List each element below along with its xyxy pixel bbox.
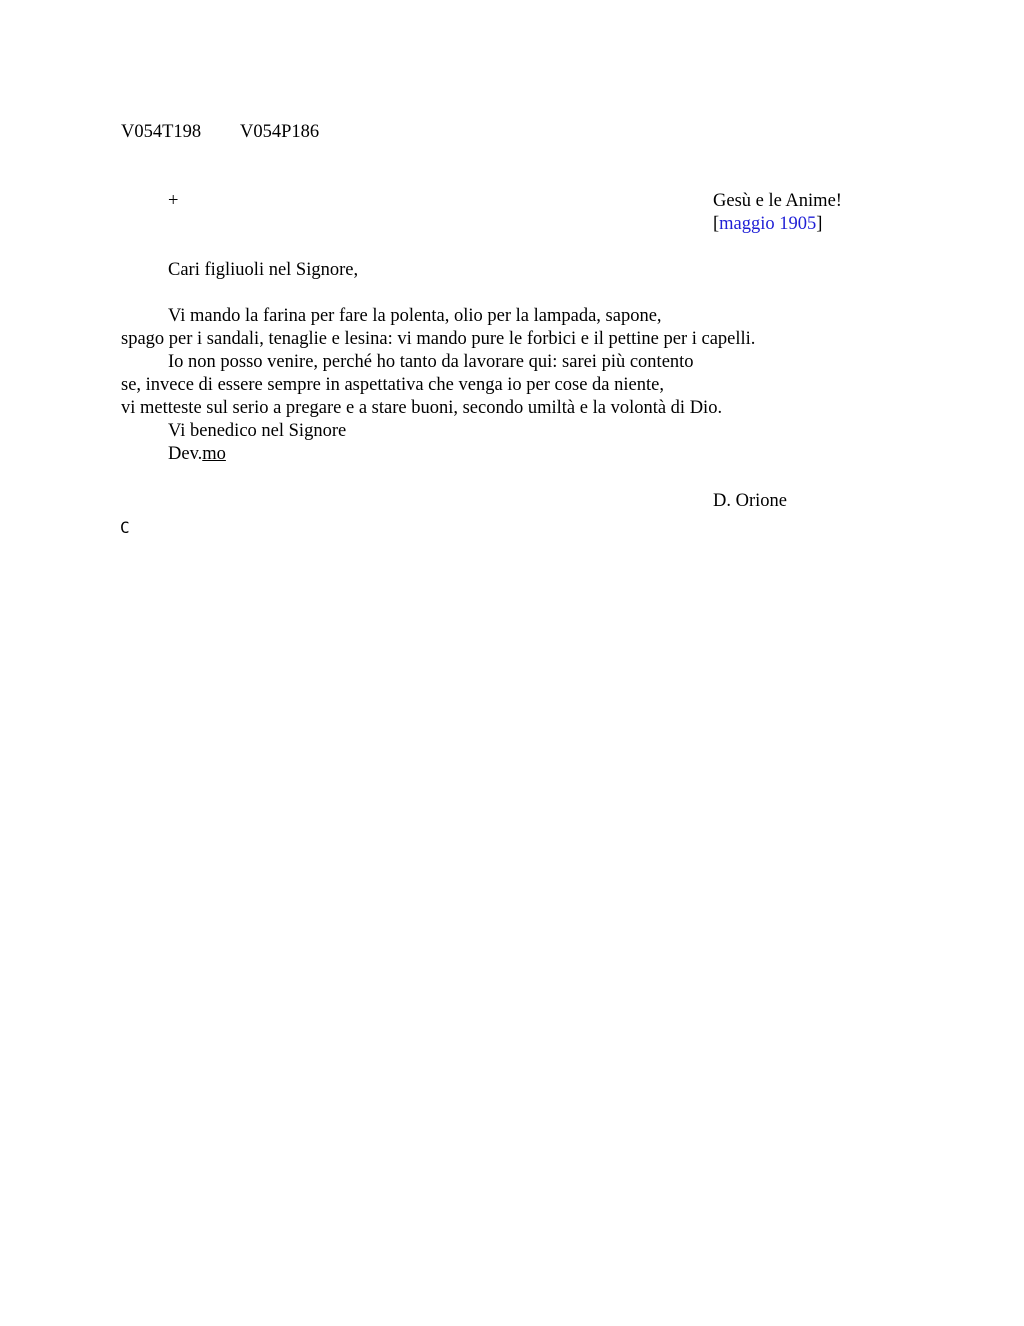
letter-salutation: Cari figliuoli nel Signore,	[168, 260, 359, 280]
volume-text-reference: V054T198	[121, 122, 202, 142]
date-close-bracket: ]	[816, 214, 823, 234]
volume-page-reference: V054P186	[240, 122, 320, 142]
letter-date-line	[713, 213, 822, 236]
blessing-line: Vi benedico nel Signore	[168, 421, 347, 441]
closing-prefix: Dev.	[168, 444, 203, 464]
body-line: Vi mando la farina per fare la polenta, olio per la lampada, sapone,	[168, 306, 662, 326]
letter-signature: D. Orione	[713, 491, 787, 511]
closing-line	[121, 443, 881, 466]
document-mark: C	[120, 518, 130, 537]
body-line: spago per i sandali, tenaglie e lesina: vi mando pure le forbici e il pettine per i capelli.	[121, 329, 756, 349]
date-open-bracket: [	[713, 214, 720, 234]
body-line: vi metteste sul serio a pregare e a stare buoni, secondo umiltà e la volontà di Dio.	[121, 398, 723, 418]
cross-symbol: +	[168, 191, 179, 211]
letter-motto: Gesù e le Anime!	[713, 191, 842, 211]
letter-body	[121, 305, 881, 466]
closing-suffix: mo	[202, 444, 226, 464]
body-line: Io non posso venire, perché ho tanto da lavorare qui: sarei più contento	[168, 352, 694, 372]
body-line: se, invece di essere sempre in aspettativa che venga io per cose da niente,	[121, 375, 664, 395]
letter-date-link[interactable]: maggio 1905	[719, 214, 817, 234]
